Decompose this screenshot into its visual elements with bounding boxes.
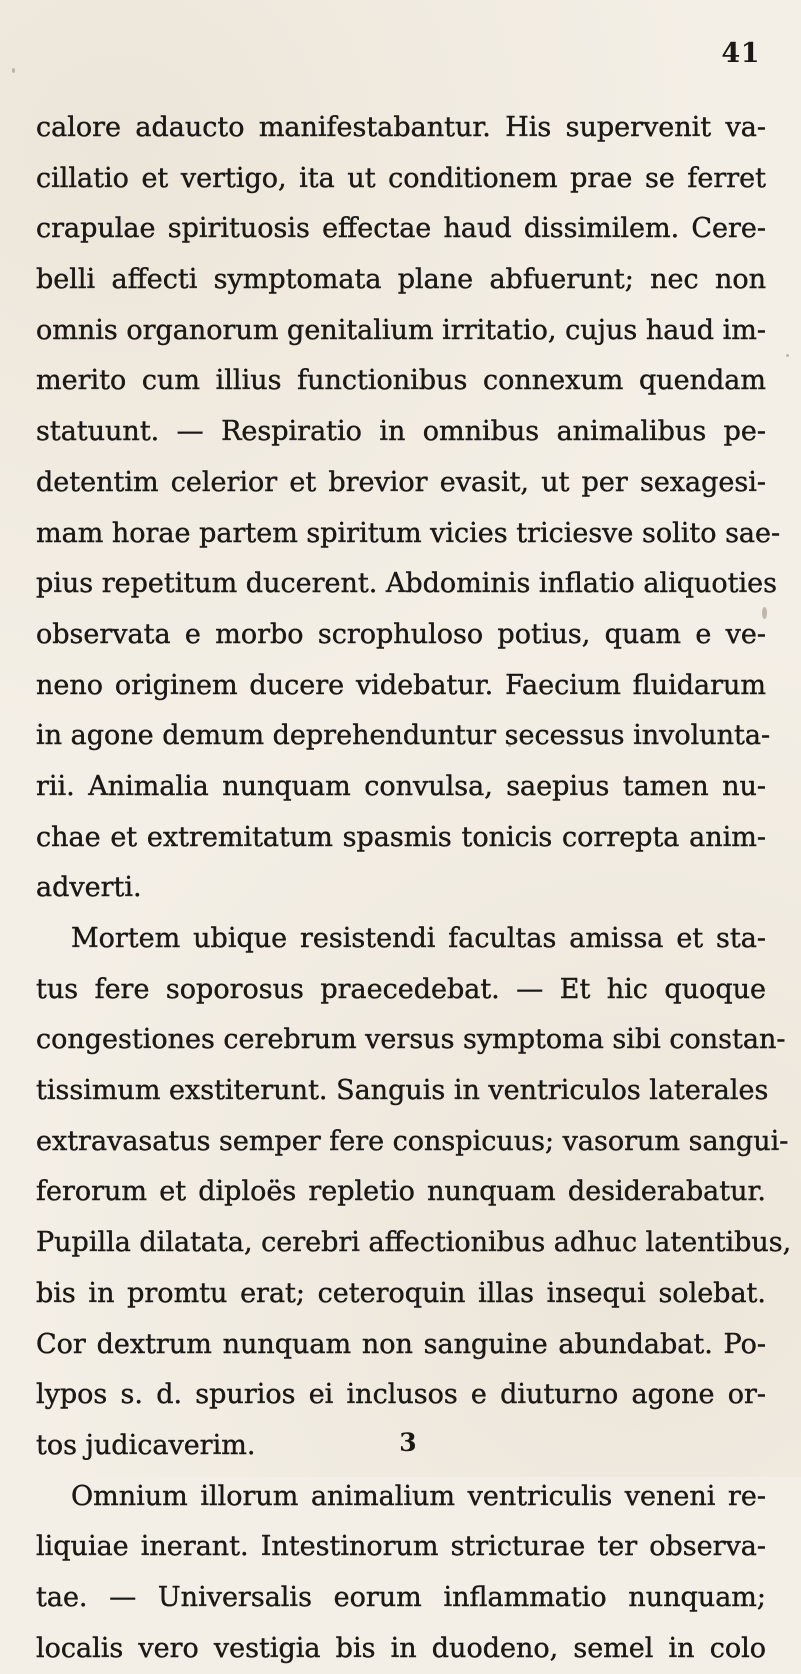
text-line: tissimum exstiterunt. Sanguis in ventriculos laterales — [36, 1075, 769, 1107]
text-line: ferorum et diploës repletio nunquam desiderabatur. — [36, 1176, 766, 1208]
text-line: Cor dextrum nunquam non sanguine abundabat. Po- — [36, 1328, 766, 1360]
text-line: belli affecti symptomata plane abfuerunt; nec non — [36, 264, 766, 296]
text-line: Pupilla dilatata, cerebri affectionibus adhuc latentibus, — [36, 1227, 792, 1259]
page-number: 41 — [721, 38, 760, 69]
text-line: adverti. — [36, 872, 142, 904]
text-line: rii. Animalia nunquam convulsa, saepius tamen nu- — [36, 770, 766, 802]
text-line: statuunt. — Respiratio in omnibus animalibus pe- — [36, 416, 766, 448]
text-line: calore adaucto manifestabantur. His supervenit va- — [36, 112, 766, 143]
text-line: neno originem ducere videbatur. Faecium fluidarum — [36, 669, 766, 701]
text-line: pius repetitum ducerent. Abdominis inflatio aliquoties — [36, 568, 777, 600]
paper-speck — [740, 1088, 742, 1091]
text-line: cillatio et vertigo, ita ut conditionem prae se ferret — [36, 162, 766, 194]
text-line: extravasatus semper fere conspicuus; vasorum sangui- — [36, 1125, 789, 1157]
text-line: omnis organorum genitalium irritatio, cujus haud im- — [36, 314, 766, 346]
paper-speck — [786, 354, 789, 357]
text-line: chae et extremitatum spasmis tonicis correpta anim- — [36, 821, 766, 853]
text-line: congestiones cerebrum versus symptoma sibi constan- — [36, 1024, 786, 1056]
text-line: lypos s. d. spurios ei inclusos e diuturno agone or- — [36, 1379, 766, 1411]
text-line: mam horae partem spiritum vicies triciesve solito sae- — [36, 517, 781, 549]
text-line: merito cum illius functionibus connexum quendam — [36, 365, 766, 397]
paragraph-start-line: Mortem ubique resistendi facultas amissa et sta- — [71, 923, 766, 954]
text-line: tos judicaverim. — [36, 1429, 256, 1461]
text-line: detentim celerior et brevior evasit, ut per sexagesi- — [36, 466, 766, 498]
text-line: liquiae inerant. Intestinorum stricturae ter observa- — [36, 1531, 766, 1563]
paragraph-start-line: Omnium illorum animalium ventriculis veneni re- — [71, 1480, 766, 1512]
text-line: bis in promtu erat; ceteroquin illas insequi solebat. — [36, 1277, 766, 1309]
paper-speck — [508, 744, 511, 747]
text-line: tus fere soporosus praecedebat. — Et hic quoque — [36, 973, 766, 1005]
text-line: observata e morbo scrophuloso potius, quam e ve- — [36, 618, 766, 650]
text-line: localis vero vestigia bis in duodeno, semel in colo — [36, 1632, 766, 1664]
text-line: tae. — Universalis eorum inflammatio nunquam; — [36, 1581, 766, 1613]
text-line: in agone demum deprehenduntur secessus involunta- — [36, 720, 771, 752]
text-line: crapulae spirituosis effectae haud dissimilem. Cere- — [36, 213, 766, 245]
paper-speck — [762, 607, 767, 619]
signature-mark: 3 — [399, 1428, 417, 1457]
paper-speck — [12, 68, 15, 73]
